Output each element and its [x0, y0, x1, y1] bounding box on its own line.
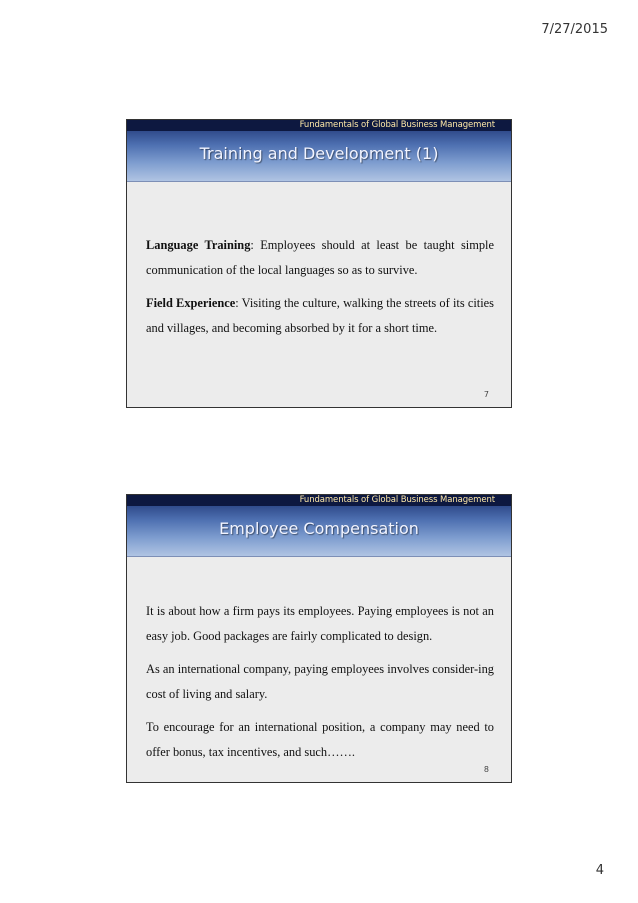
text-field-experience: : Visiting the culture, walking the streets of its cities and villages, and becoming absorbed by it for a short time.: [146, 296, 494, 335]
slide-number: 7: [483, 390, 489, 399]
term-field-experience: Field Experience: [146, 296, 236, 310]
slide-body: [146, 233, 494, 349]
slide-header: [127, 495, 511, 557]
page-number: 4: [595, 863, 604, 878]
slide-employee-compensation: [126, 494, 512, 783]
slide-header: [127, 120, 511, 182]
paragraph: To encourage for an international position, a company may need to offer bonus, tax incentives, and such…….: [146, 720, 494, 759]
paragraph: As an international company, paying employees involves consider-ing cost of living and salary.: [146, 662, 494, 701]
paragraph-field-experience: [146, 291, 494, 341]
course-label: Fundamentals of Global Business Management: [299, 495, 495, 505]
slide-number: 8: [483, 765, 489, 774]
slide-title: Training and Development (1): [199, 144, 439, 163]
slide-training-development: [126, 119, 512, 408]
course-label: Fundamentals of Global Business Management: [299, 120, 495, 130]
term-language-training: Language Training: [146, 238, 251, 252]
paragraph: It is about how a firm pays its employees. Paying employees is not an easy job. Good packages are fairly complicated to design.: [146, 604, 494, 643]
paragraph-language-training: [146, 233, 494, 283]
page-date: 7/27/2015: [541, 22, 608, 37]
slide-title: Employee Compensation: [219, 519, 419, 538]
text-language-training: : Employees should at least be taught simple communication of the local languages so as to survive.: [146, 238, 494, 277]
slide-body: [146, 599, 494, 773]
